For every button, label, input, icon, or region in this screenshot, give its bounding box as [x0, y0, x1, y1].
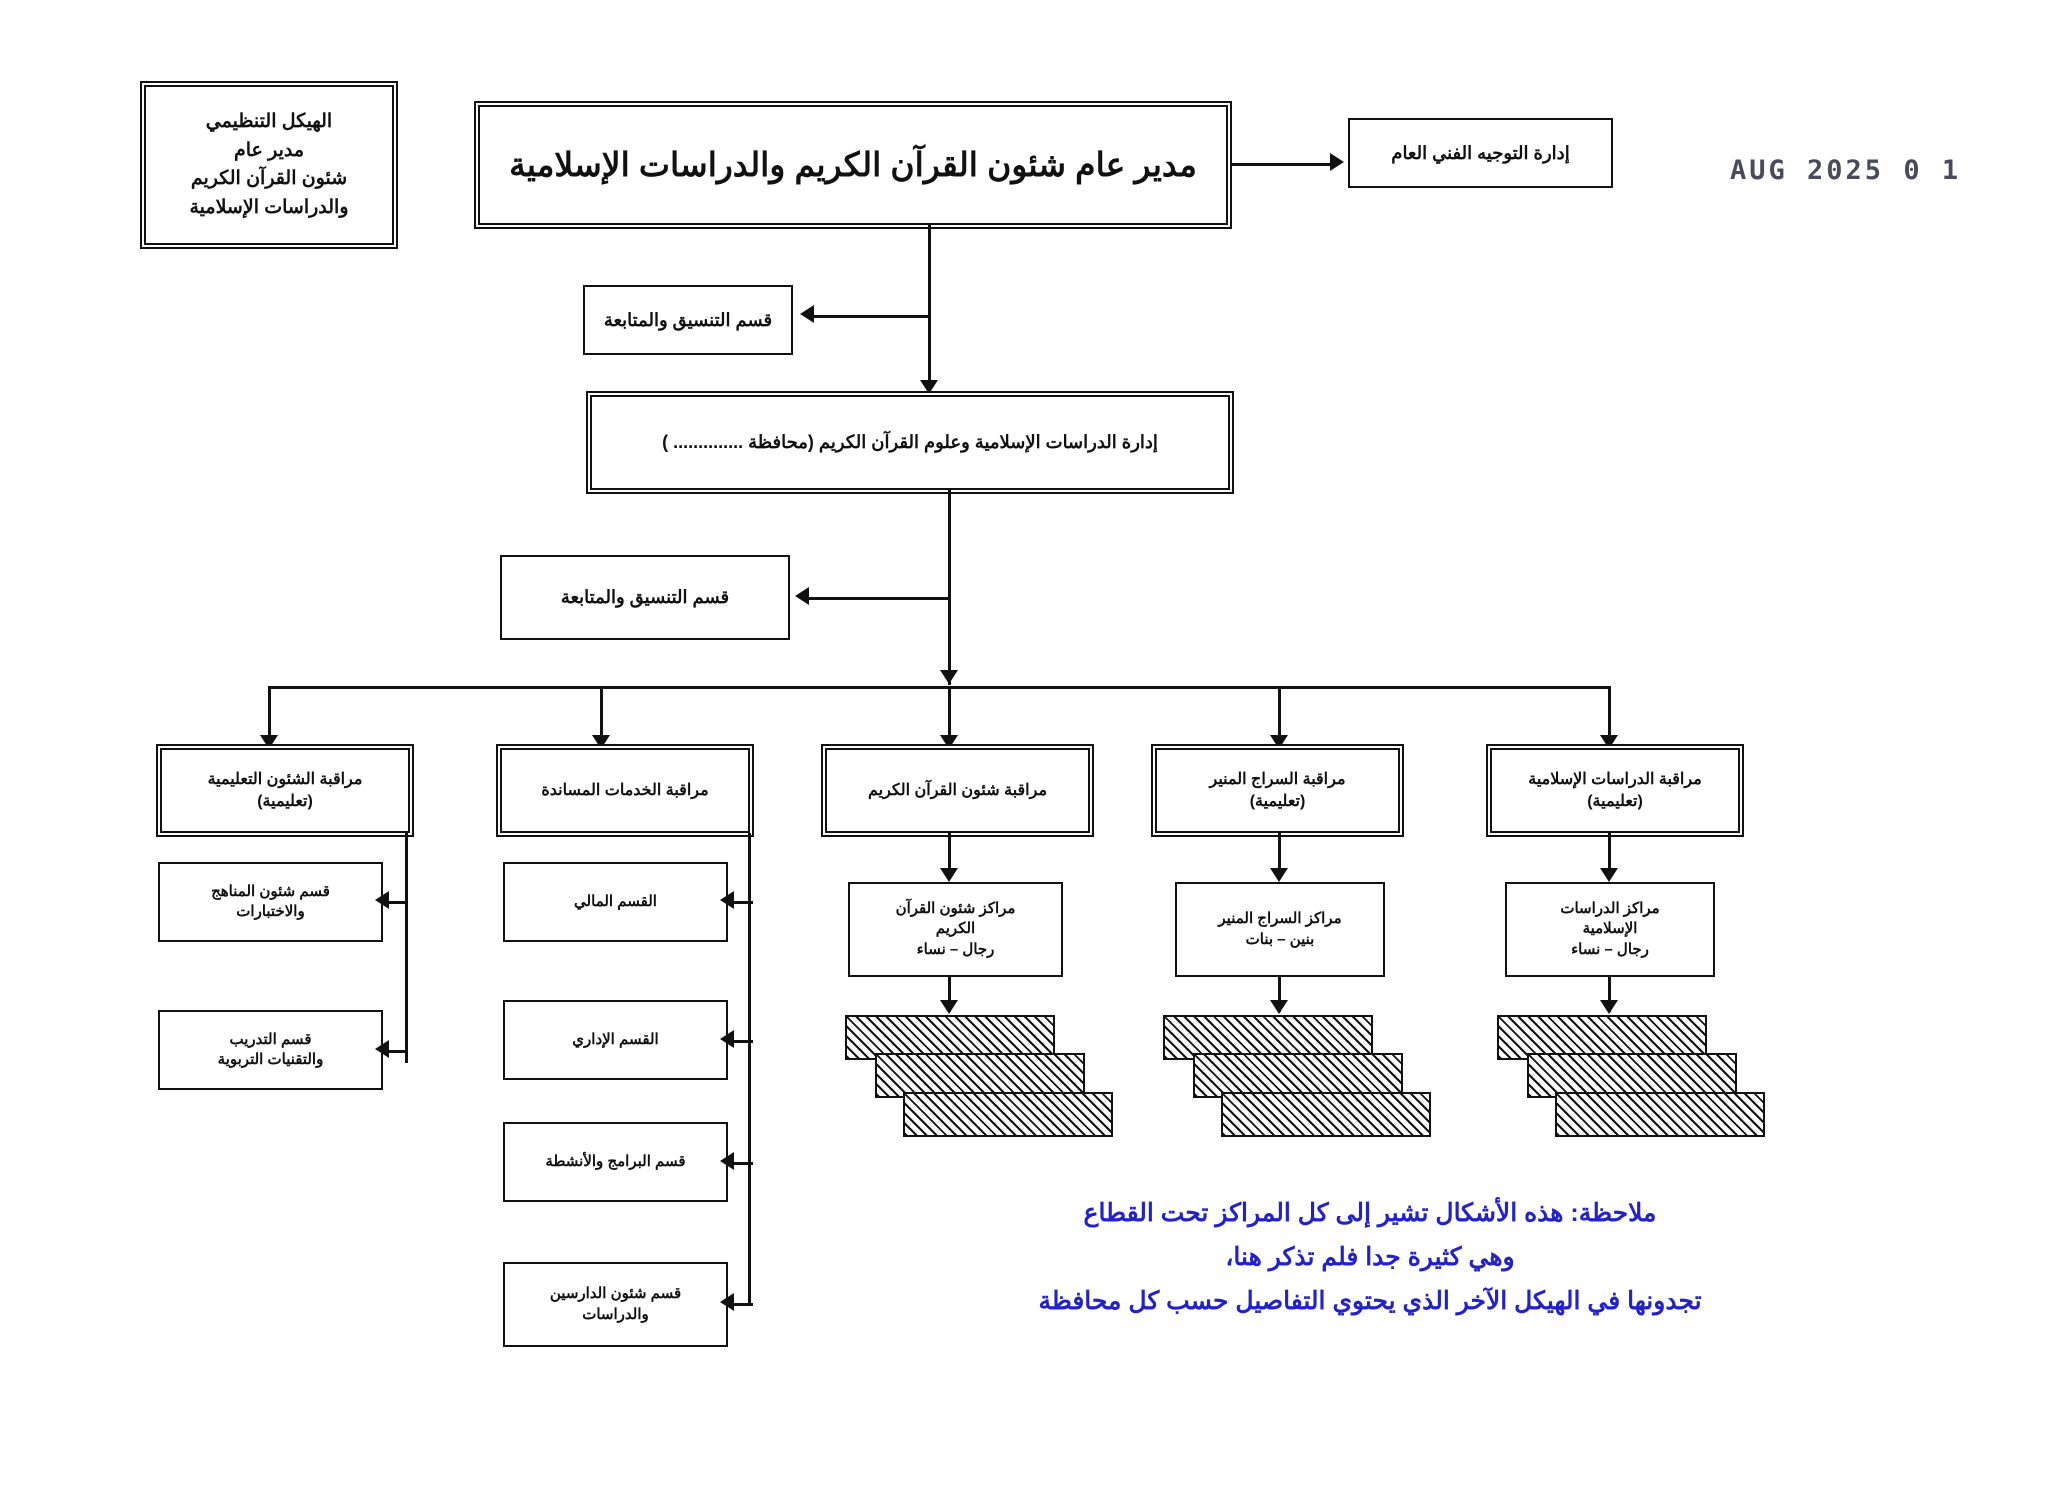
supervision-label: مراقبة شئون القرآن الكريم: [868, 781, 1048, 799]
node-line-2: والتقنيات التربوية: [217, 1051, 324, 1068]
arrow-educational-affairs: [260, 735, 278, 749]
supervision-label-line-1: مراقبة السراج المنير: [1209, 770, 1346, 788]
stack-block-islamic-3: [1555, 1092, 1765, 1137]
connector-dg-trunk: [928, 225, 931, 395]
supervision-label-line-2: (تعليمية): [257, 792, 313, 810]
supervision-label-line-1: مراقبة الدراسات الإسلامية: [1528, 770, 1702, 788]
node-line-1: القسم الإداري: [572, 1030, 659, 1048]
arrow-students-studies: [720, 1293, 734, 1311]
node-line-1: مراكز شئون القرآن: [895, 900, 1016, 918]
node-quran-centers: [848, 882, 1063, 977]
node-admin-dept: [503, 1000, 728, 1080]
node-programs-activities: [503, 1122, 728, 1202]
arrow-islamic-studies: [1600, 735, 1618, 749]
node-islamic-studies-admin: إدارة الدراسات الإسلامية وعلوم القرآن الكريم (محافظة .............. ): [590, 395, 1230, 490]
node-director-general: مدير عام شئون القرآن الكريم والدراسات الإسلامية: [478, 105, 1228, 225]
arrow-dg-to-guidance: [1330, 153, 1344, 171]
connector-admin-to-coordination: [805, 597, 950, 600]
connector-distribution-bar: [268, 686, 1608, 689]
arrow-support-services: [592, 735, 610, 749]
node-coordination-top: قسم التنسيق والمتابعة: [583, 285, 793, 355]
note-line-2: وهي كثيرة جدا فلم تذكر هنا،: [1225, 1242, 1515, 1271]
arrow-training-tech: [375, 1040, 389, 1058]
note-block: [920, 1192, 1820, 1323]
note-line-3: تجدونها في الهيكل الآخر الذي يحتوي التفاصيل حسب كل محافظة: [1038, 1286, 1702, 1315]
node-line-1: قسم شئون المناهج: [211, 882, 330, 900]
node-line-2: والاختبارات: [236, 903, 305, 920]
node-curricula-exams: [158, 862, 383, 942]
node-islamic-centers: [1505, 882, 1715, 977]
supervision-siraj-munir: [1155, 748, 1400, 833]
legend-line-3: شئون القرآن الكريم: [190, 168, 348, 189]
connector-educational-affairs-spine: [405, 833, 408, 1063]
legend-line-2: مدير عام: [233, 139, 305, 161]
connector-trunk-to-coordination-top: [810, 315, 930, 318]
node-line-1: القسم المالي: [574, 892, 657, 910]
node-training-tech: [158, 1010, 383, 1090]
supervision-islamic-studies: [1490, 748, 1740, 833]
arrow-islamic-stack: [1600, 1000, 1618, 1014]
arrow-siraj-centers: [1270, 868, 1288, 882]
supervision-support-services: [500, 748, 750, 833]
arrow-admin-dept: [720, 1030, 734, 1048]
node-students-studies: [503, 1262, 728, 1347]
arrow-quran-centers: [940, 868, 958, 882]
node-line-1: مراكز السراج المنير: [1218, 910, 1342, 928]
arrow-coordination-top: [800, 305, 814, 323]
stack-block-quran-3: [903, 1092, 1113, 1137]
connector-dg-to-guidance: [1232, 163, 1332, 166]
node-line-2: والدراسات: [582, 1305, 649, 1323]
arrow-admin-trunk: [940, 670, 958, 684]
node-line-2: بنين – بنات: [1245, 930, 1315, 948]
node-line-1: مراكز الدراسات: [1560, 900, 1660, 918]
date-stamp: 1 0 AUG 2025: [1730, 155, 1962, 186]
arrow-dg-trunk: [920, 380, 938, 394]
arrow-financial-dept: [720, 891, 734, 909]
node-line-3: رجال – نساء: [1571, 940, 1649, 958]
legend-line-4: والدراسات الإسلامية: [189, 196, 349, 218]
arrow-siraj-munir: [1270, 735, 1288, 749]
arrow-islamic-centers: [1600, 868, 1618, 882]
arrow-quran-stack: [940, 1000, 958, 1014]
legend-title-box: [144, 85, 394, 245]
node-line-3: رجال – نساء: [916, 940, 995, 958]
supervision-label-line-2: (تعليمية): [1587, 792, 1643, 810]
supervision-educational-affairs: [160, 748, 410, 833]
node-coordination-second: قسم التنسيق والمتابعة: [500, 555, 790, 640]
node-line-1: قسم البرامج والأنشطة: [545, 1152, 686, 1170]
node-financial-dept: [503, 862, 728, 942]
node-line-2: الكريم: [935, 920, 976, 938]
node-line-2: الإسلامية: [1582, 920, 1638, 938]
arrow-siraj-stack: [1270, 1000, 1288, 1014]
stack-block-siraj-3: [1221, 1092, 1431, 1137]
supervision-label-line-2: (تعليمية): [1249, 792, 1306, 810]
connector-admin-trunk: [948, 490, 951, 685]
supervision-label-line-1: مراقبة الشئون التعليمية: [207, 770, 363, 788]
supervision-label: مراقبة الخدمات المساندة: [541, 781, 709, 799]
arrow-quran-affairs: [940, 735, 958, 749]
note-line-1: ملاحظة: هذه الأشكال تشير إلى كل المراكز تحت القطاع: [1083, 1199, 1657, 1227]
node-siraj-centers: [1175, 882, 1385, 977]
node-line-1: قسم شئون الدارسين: [549, 1285, 682, 1303]
legend-line-1: الهيكل التنظيمي: [205, 111, 333, 132]
node-line-1: قسم التدريب: [229, 1030, 312, 1048]
arrow-programs-activities: [720, 1152, 734, 1170]
node-technical-guidance: إدارة التوجيه الفني العام: [1348, 118, 1613, 188]
arrow-coordination-second: [795, 587, 809, 605]
supervision-quran-affairs: [825, 748, 1090, 833]
arrow-curricula-exams: [375, 891, 389, 909]
